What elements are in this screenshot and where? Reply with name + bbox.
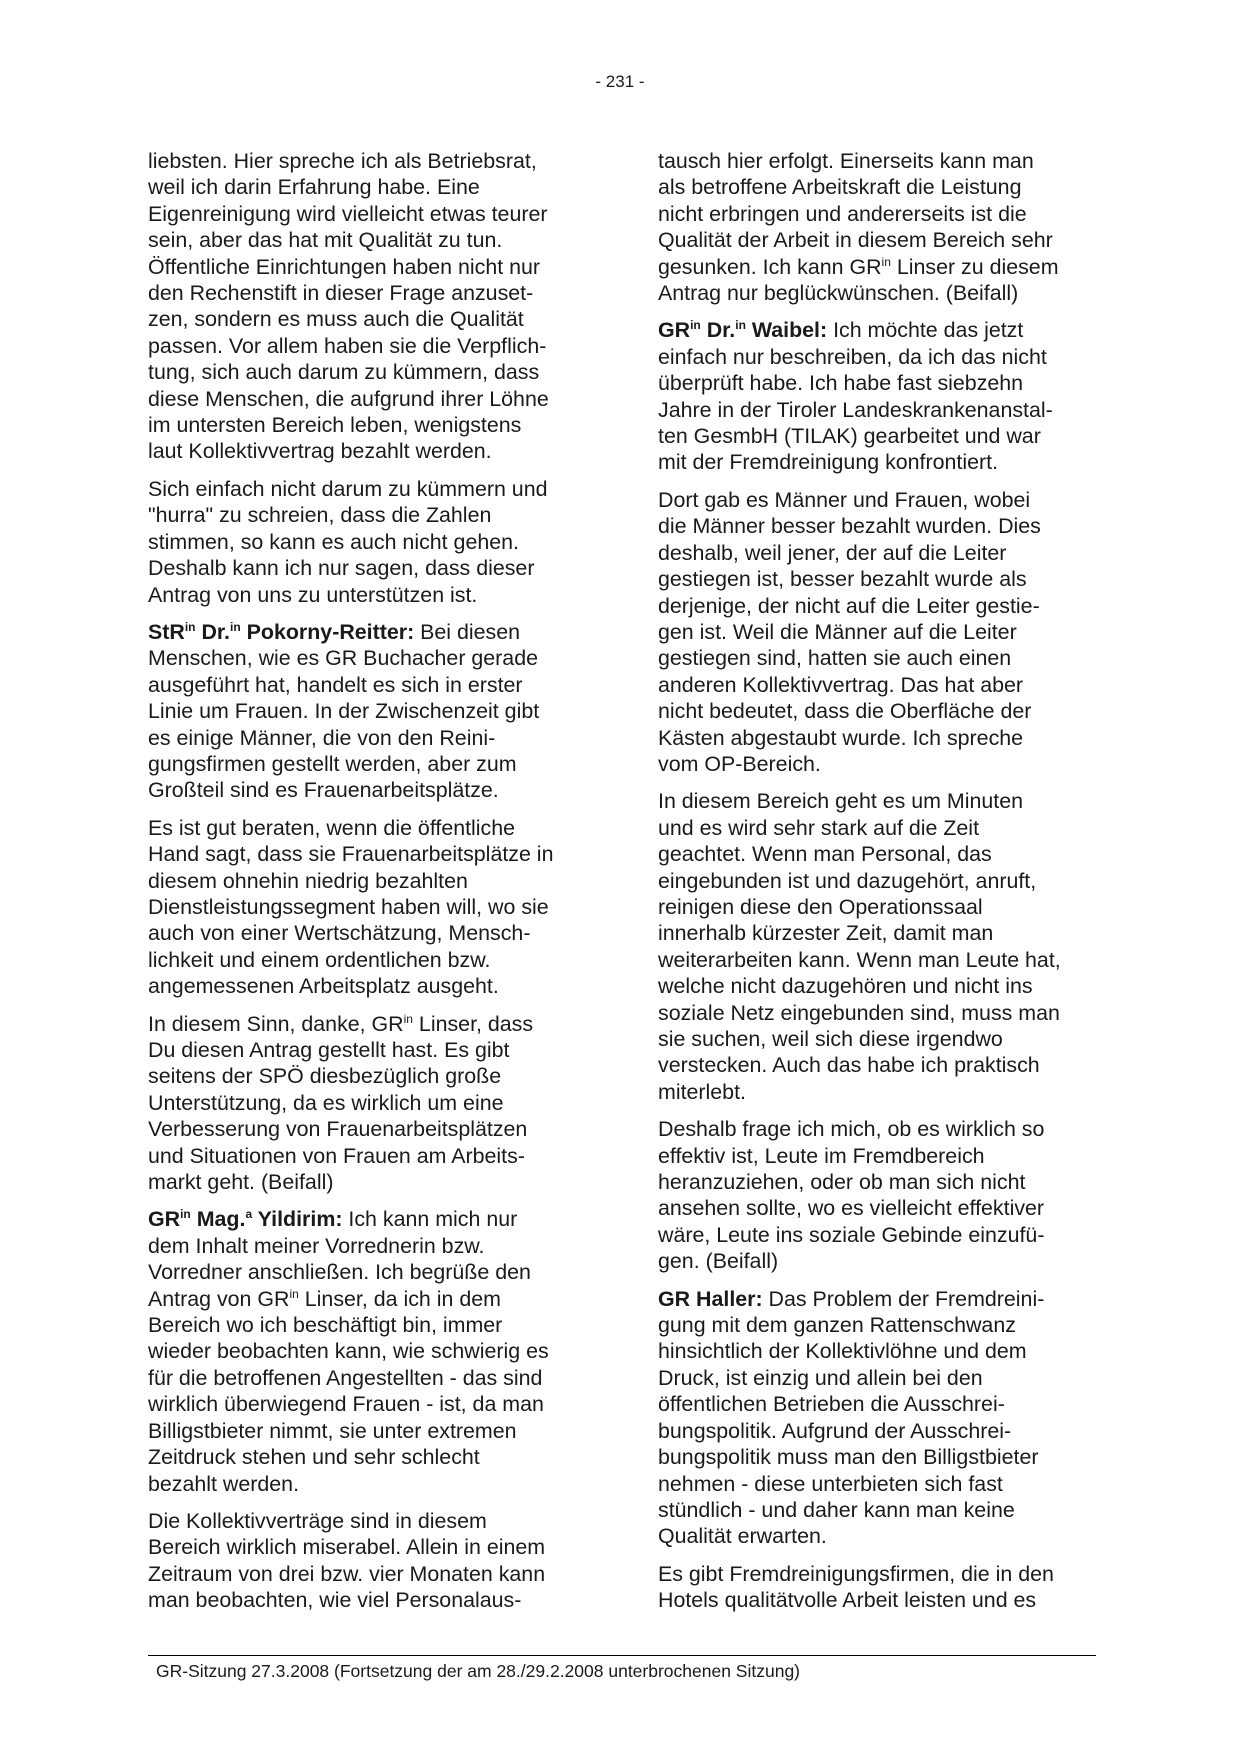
text-run: Mag. <box>190 1207 246 1232</box>
text-paragraph <box>658 1561 1098 1614</box>
footer-divider <box>148 1655 1096 1656</box>
superscript: in <box>289 1286 299 1301</box>
right-column <box>658 148 1098 1625</box>
text-paragraph <box>148 476 588 608</box>
superscript: a <box>245 1207 253 1222</box>
text-paragraph <box>148 1011 588 1196</box>
superscript: in <box>881 254 891 269</box>
text-paragraph <box>658 788 1098 1105</box>
text-run: StR <box>148 619 185 644</box>
text-run: Waibel: <box>745 318 828 343</box>
text-run: GR <box>148 1207 181 1232</box>
speaker-name <box>658 318 827 342</box>
speaker-name <box>148 620 414 644</box>
text-run: In diesem Sinn, danke, GR <box>148 1011 404 1036</box>
paragraph-text: Es gibt Fremdreinigungsfirmen, die in den Hotels qualitätvolle Arbeit leisten und es <box>658 1561 1054 1613</box>
paragraph-text: Die Kollektivverträge sind in diesem Bereich wirklich miserabel. Allein in einem Zeitraum von drei bzw. vier Monaten kann man beobachten, wie viel Personalaus- <box>148 1508 546 1613</box>
speaker-name <box>148 1207 342 1231</box>
paragraph-text: Deshalb frage ich mich, ob es wirklich so effektiv ist, Leute im Fremdbereich heranzuziehen, oder ob man sich nicht ansehen sollte, wo es vielleicht effektiver wäre, Leute ins soziale Gebinde einzufü- gen. (Beifall) <box>658 1117 1045 1274</box>
text-run: tausch hier erfolgt. Einerseits kann man als betroffene Arbeitskraft die Leistung nicht erbringen und andererseits ist die Qualität der Arbeit in diesem Bereich sehr gesunken. Ich kann GR <box>658 149 1053 279</box>
text-paragraph <box>148 148 588 465</box>
paragraph-text: Dort gab es Männer und Frauen, wobei die Männer besser bezahlt wurden. Dies deshalb, weil jener, der auf die Leiter gestiegen ist, besser bezahlt wurde als derjenige, der nicht auf die Leiter gestie- gen ist. Weil die Männer auf die Leiter gestiegen sind, hatten sie auch einen anderen Kollektivvertrag. Das hat aber nicht bedeutet, dass die Oberfläche der Kästen abgestaubt wurde. Ich spreche vom OP-Bereich. <box>658 487 1041 776</box>
speech-paragraph <box>148 619 588 804</box>
text-run: Yildirim: <box>252 1207 343 1232</box>
paragraph-text: Sich einfach nicht darum zu kümmern und "hurra" zu schreien, dass die Zahlen stimmen, so kann es auch nicht gehen. Deshalb kann ich nur sagen, dass dieser Antrag von uns zu unterstützen ist. <box>148 476 548 607</box>
superscript: in <box>230 619 241 634</box>
superscript: in <box>690 318 701 333</box>
text-paragraph <box>148 815 588 1000</box>
superscript: in <box>403 1011 413 1026</box>
superscript: in <box>184 619 196 634</box>
left-column <box>148 148 588 1625</box>
superscript: in <box>180 1207 191 1222</box>
text-run: Linser, dass Du diesen Antrag gestellt hast. Es gibt seitens der SPÖ diesbezüglich große Unterstützung, da es wirklich um eine Verbesserung von Frauenarbeitsplätzen und Situationen von Frauen am Arbeits- markt geht. (Beifall) <box>148 1011 534 1195</box>
text-paragraph <box>658 1116 1098 1274</box>
speaker-name <box>658 1287 763 1311</box>
text-paragraph <box>658 148 1098 306</box>
speech-paragraph <box>148 1206 588 1496</box>
text-run: Ich kann mich nur dem Inhalt meiner Vorrednerin bzw. Vorredner anschließen. Ich begrüße den Antrag von GR <box>148 1207 531 1311</box>
paragraph-text: Das Problem der Fremdreini- gung mit dem ganzen Rattenschwanz hinsichtlich der Kollektivlöhne und dem Druck, ist einzig und allein bei den öffentlichen Betrieben die Ausschrei- bungspolitik. Aufgrund der Ausschrei- bungspolitik muss man den Billigstbieter nehmen - diese unterbieten sich fast stündlich - und daher kann man keine Qualität erwarten. <box>658 1286 1045 1549</box>
text-run: Linser, da ich in dem Bereich wo ich beschäftigt bin, immer wieder beobachten kann, wie schwierig es für die betroffenen Angestellten - das sind wirklich überwiegend Frauen - ist, da man Billigstbieter nimmt, sie unter extremen Zeitdruck stehen und sehr schlecht bezahlt werden. <box>148 1286 549 1496</box>
superscript: in <box>735 318 746 333</box>
text-run: GR Haller: <box>658 1286 763 1311</box>
text-run: Dr. <box>700 318 736 343</box>
paragraph-text: Es ist gut beraten, wenn die öffentliche Hand sagt, dass sie Frauenarbeitsplätze in diesem ohnehin niedrig bezahlten Dienstleistungssegment haben will, wo sie auch von einer Wertschätzung, Mensch- lichkeit und einem ordentlichen bzw. angemessenen Arbeitsplatz ausgeht. <box>148 815 554 999</box>
speech-paragraph <box>658 317 1098 475</box>
paragraph-text: In diesem Bereich geht es um Minuten und es wird sehr stark auf die Zeit geachtet. Wenn man Personal, das eingebunden ist und dazugehört, anruft, reinigen diese den Operationssaal innerhalb kürzester Zeit, damit man weiterarbeiten kann. Wenn man Leute hat, welche nicht dazugehören und nicht ins soziale Netz eingebunden sind, muss man sie suchen, weil sich diese irgendwo verstecken. Auch das habe ich praktisch miterlebt. <box>658 789 1061 1104</box>
text-paragraph <box>658 487 1098 777</box>
text-run: Dr. <box>195 619 230 644</box>
paragraph-text: Bei diesen Menschen, wie es GR Buchacher gerade ausgeführt hat, handelt es sich in erster Linie um Frauen. In der Zwischenzeit gibt es einige Männer, die von den Reini- gungsfirmen gestellt werden, aber zum Großteil sind es Frauenarbeitsplätze. <box>148 619 540 803</box>
speech-paragraph <box>658 1286 1098 1550</box>
text-run: GR <box>658 318 691 343</box>
paragraph-text: liebsten. Hier spreche ich als Betriebsrat, weil ich darin Erfahrung habe. Eine Eigenreinigung wird vielleicht etwas teurer sein, aber das hat mit Qualität zu tun. Öffentliche Einrichtungen haben nicht nur den Rechenstift in dieser Frage anzuset- zen, sondern es muss auch die Qualität passen. Vor allem haben sie die Verpflich- tung, sich auch darum zu kümmern, dass diese Menschen, die aufgrund ihrer Löhne im untersten Bereich leben, wenigstens laut Kollektivvertrag bezahlt werden. <box>148 149 549 464</box>
paragraph-text: Ich möchte das jetzt einfach nur beschreiben, da ich das nicht überprüft habe. Ich habe fast siebzehn Jahre in der Tiroler Landeskrankenanstal- ten GesmbH (TILAK) gearbeitet und war mit der Fremdreinigung konfrontiert. <box>658 318 1053 475</box>
text-paragraph <box>148 1508 588 1614</box>
footer-session-info: GR-Sitzung 27.3.2008 (Fortsetzung der am 28./29.2.2008 unterbrochenen Sitzung) <box>156 1661 801 1681</box>
text-run: Linser zu diesem Antrag nur beglückwünschen. (Beifall) <box>658 254 1059 306</box>
text-run: Pokorny-Reitter: <box>240 619 415 644</box>
page-number: - 231 - <box>595 72 645 91</box>
